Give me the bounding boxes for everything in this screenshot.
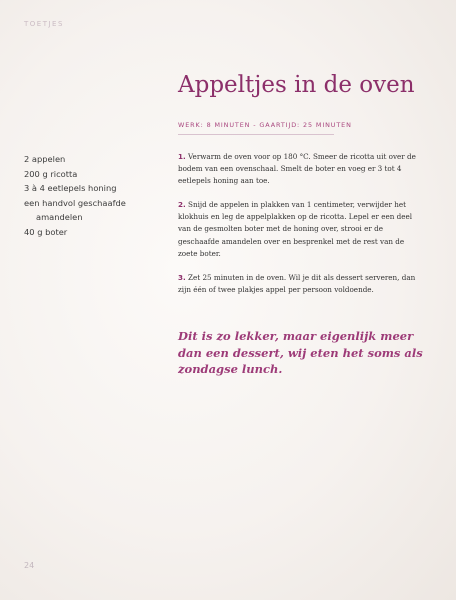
instructions	[178, 151, 424, 308]
step-number: 1.	[178, 152, 186, 161]
step-1	[178, 151, 424, 187]
step-number: 2.	[178, 200, 186, 210]
ingredient-item: 3 à 4 eetlepels honing	[24, 183, 117, 194]
pull-quote: Dit is zo lekker, maar eigenlijk meer dan een dessert, wij eten het soms als zondagse lunch.	[178, 329, 423, 376]
step-number: 3.	[178, 272, 186, 282]
ingredient-item: 2 appelen	[24, 154, 66, 164]
step-text: Zet 25 minuten in de oven. Wil je dit als dessert serveren, dan zijn één of twee plakjes appel per persoon voldoende.	[178, 272, 416, 294]
step-text: Snijd de appelen in plakken van 1 centimeter, verwijder het klokhuis en leg de appelplakken op de ricotta. Lepel er een deel van de gesmolten boter met de honing over, strooi er de geschaafde amandelen over en besprenkel met de rest van de zoete boter.	[178, 200, 413, 258]
section-label: TOETJES	[24, 20, 64, 28]
ingredient-item: 200 g ricotta	[24, 168, 78, 179]
page-number: 24	[24, 561, 35, 570]
ingredient-list	[24, 152, 164, 240]
step-3	[178, 272, 424, 296]
ingredient-item: 40 g boter	[24, 226, 68, 237]
divider	[178, 134, 334, 135]
recipe-title: Appeltjes in de oven	[178, 72, 415, 98]
step-text: Verwarm de oven voor op 180 °C. Smeer de ricotta uit over de bodem van een ovenschaal. Smelt de boter en voeg er 3 tot 4 eetlepels honing aan toe.	[178, 152, 416, 186]
ingredient-item: een handvol geschaafde amandelen	[24, 197, 126, 223]
step-2	[178, 199, 424, 259]
prep-cook-time: WERK: 8 MINUTEN - GAARTIJD: 25 MINUTEN	[178, 121, 352, 129]
